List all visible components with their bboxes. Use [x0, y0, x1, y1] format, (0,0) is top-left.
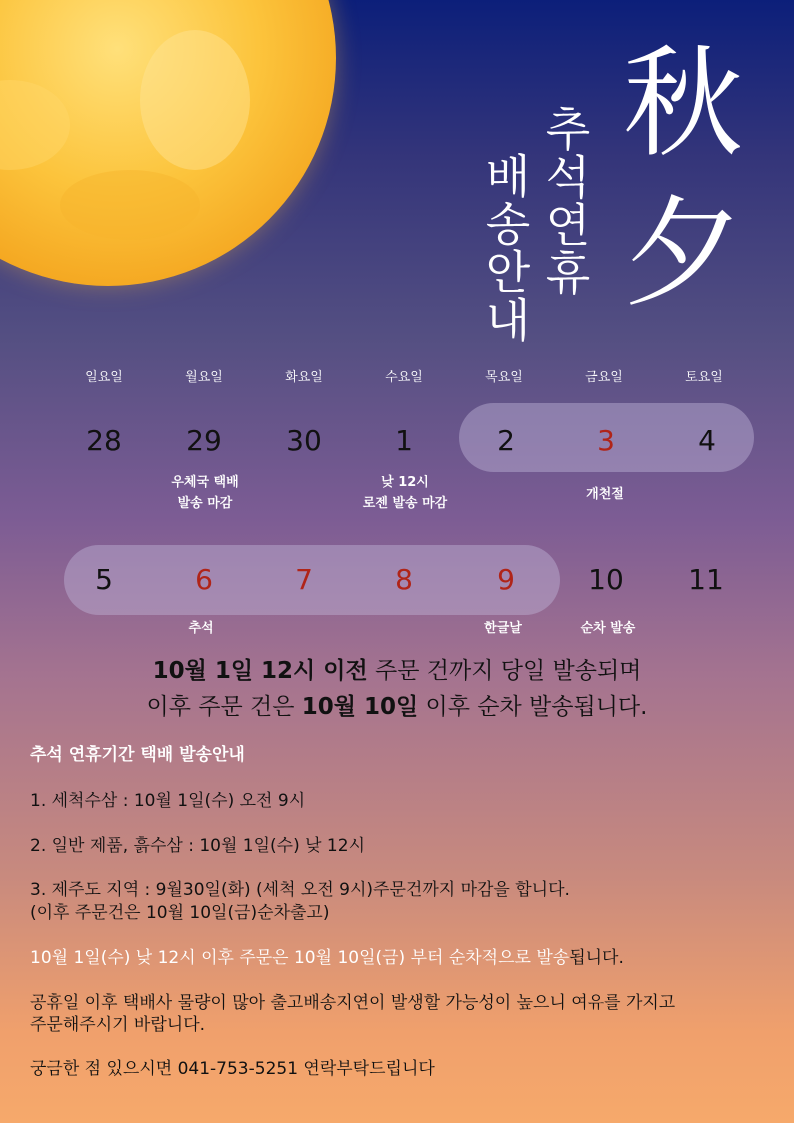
late-orders-end: 됩니다.	[569, 948, 624, 968]
notice-resume-date: 10월 10일	[301, 694, 419, 720]
notice-text: 이후 주문 건은	[146, 694, 302, 720]
moon-texture	[0, 80, 70, 170]
note-sequential-shipping: 순차 발송	[580, 621, 636, 636]
day-header-wednesday: 수요일	[385, 370, 423, 385]
info-heading: 추석 연휴기간 택배 발송안내	[30, 745, 245, 765]
date-cell: 2	[497, 424, 515, 457]
vertical-title-line2: 배송안내	[478, 152, 532, 344]
date-cell: 10	[588, 563, 624, 596]
info-delay-line1: 공휴일 이후 택배사 물량이 많아 출고배송지연이 발생할 가능성이 높으니 여유를 가지고	[30, 993, 676, 1013]
info-item-washed-ginseng: 1. 세척수삼 : 10월 1일(수) 오전 9시	[30, 791, 306, 811]
note-post-office-deadline	[125, 472, 285, 514]
day-header-thursday: 목요일	[485, 370, 523, 385]
date-cell-holiday: 6	[195, 563, 213, 596]
note-line: 로젠 발송 마감	[362, 496, 448, 511]
date-cell: 5	[95, 563, 113, 596]
date-cell-holiday: 9	[497, 563, 515, 596]
notice-text: 주문 건까지 당일 발송되며	[367, 658, 642, 684]
note-line: 낮 12시	[381, 475, 429, 490]
hanja-bottom: 夕	[623, 185, 743, 324]
note-hangul-day: 한글날	[484, 621, 522, 636]
moon-texture	[140, 30, 250, 170]
notice-text: 이후 순차 발송됩니다.	[418, 694, 648, 720]
late-orders-text: 10월 1일(수) 낮 12시 이후 주문은 10월 10일(금) 부터 순차적으로 발송	[30, 948, 570, 968]
info-late-orders	[30, 948, 624, 969]
contact-info: 궁금한 점 있으시면 041-753-5251 연락부탁드립니다	[30, 1059, 435, 1079]
date-cell: 1	[395, 424, 413, 457]
note-foundation-day: 개천절	[586, 487, 624, 502]
date-cell-holiday: 8	[395, 563, 413, 596]
note-logen-deadline	[325, 472, 485, 514]
moon-texture	[60, 170, 200, 240]
date-cell: 28	[86, 424, 122, 457]
day-header-sunday: 일요일	[85, 370, 123, 385]
hanja-title	[608, 30, 758, 330]
info-delay-line2: 주문해주시기 바랍니다.	[30, 1015, 206, 1035]
info-item-general-products: 2. 일반 제품, 흙수삼 : 10월 1일(수) 낮 12시	[30, 836, 365, 856]
day-header-monday: 월요일	[185, 370, 223, 385]
info-item-jeju-line1: 3. 제주도 지역 : 9월30일(화) (세척 오전 9시)주문건까지 마감을 합니다.	[30, 880, 570, 900]
hanja-top: 秋	[623, 35, 743, 174]
date-cell: 29	[186, 424, 222, 457]
day-header-saturday: 토요일	[685, 370, 723, 385]
note-chuseok: 추석	[188, 621, 214, 636]
date-cell: 30	[286, 424, 322, 457]
notice-deadline: 10월 1일 12시 이전	[152, 658, 368, 684]
shipping-notice-line1	[0, 654, 794, 688]
date-cell-holiday: 3	[597, 424, 615, 457]
info-item-jeju-line2: (이후 주문건은 10월 10일(금)순차출고)	[30, 903, 330, 923]
full-moon-illustration	[0, 0, 336, 286]
vertical-title-line1: 추석연휴	[538, 105, 592, 297]
shipping-notice-line2	[0, 690, 794, 724]
date-cell-holiday: 7	[295, 563, 313, 596]
day-header-friday: 금요일	[585, 370, 623, 385]
note-line: 우체국 택배	[171, 475, 239, 490]
date-cell: 11	[688, 563, 724, 596]
day-header-tuesday: 화요일	[285, 370, 323, 385]
note-line: 발송 마감	[177, 496, 233, 511]
date-cell: 4	[698, 424, 716, 457]
